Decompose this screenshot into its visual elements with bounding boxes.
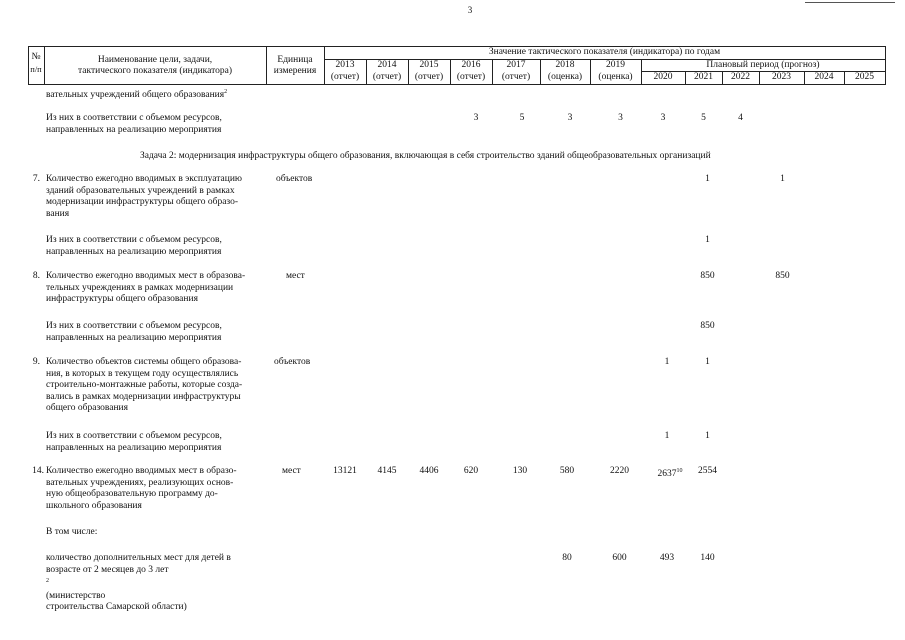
row-14-text: Количество ежегодно вводимых мест в образо- вательных учреждениях, реализующих основ- ную общеобразовательную программу до- школьного образования (46, 466, 237, 511)
header-num: № (31, 52, 41, 62)
row-sub-text: Из них в соответствии с объемом ресурсов, направленных на реализацию мероприятия (46, 113, 222, 135)
row-14-2019: 2220 (610, 466, 629, 476)
year-note-2013: (отчет) (330, 72, 360, 82)
header-plan-group: Плановый период (прогноз) (706, 60, 820, 70)
header-value-group: Значение тактического показателя (индикатора) по годам (488, 47, 721, 57)
row-8-unit: мест (286, 271, 305, 281)
row-7-sub-text: Из них в соответствии с объемом ресурсов, направленных на реализацию мероприятия (46, 235, 222, 257)
row-sub-2018: 3 (567, 113, 573, 123)
row-14-2016: 620 (463, 466, 479, 476)
row-14-2018: 580 (559, 466, 575, 476)
task-2-heading: Задача 2: модернизация инфраструктуры общего образования, включающая в себя строительство зданий общеобразовательных организаций (140, 151, 711, 161)
row-7-sub-2021: 1 (705, 235, 710, 245)
row-15-2021: 140 (700, 553, 715, 563)
header-unit: Единица (277, 55, 313, 65)
row-9-sub-text: Из них в соответствии с объемом ресурсов, направленных на реализацию мероприятия (46, 431, 222, 453)
year-2021: 2021 (694, 72, 713, 82)
header-name-2: тактического показателя (индикатора) (77, 66, 233, 76)
year-2019: 2019 (606, 60, 625, 70)
row-14-2014: 4145 (377, 466, 397, 476)
row-9-sub-2020: 1 (664, 431, 670, 441)
row-15-2019: 600 (612, 553, 627, 563)
row-7-2023: 1 (780, 174, 785, 184)
row-sub-2016: 3 (473, 113, 479, 123)
header-num-2: п/п (30, 64, 42, 74)
row-7-unit: объектов (276, 174, 313, 184)
year-note-2019: (оценка) (598, 72, 633, 82)
header-name: Наименование цели, задачи, (97, 55, 213, 65)
year-2016: 2016 (461, 60, 481, 70)
row-8-sub-text: Из них в соответствии с объемом ресурсов, направленных на реализацию мероприятия (46, 321, 222, 343)
row-8-text: Количество ежегодно вводимых мест в образова- тельных учреждениях в рамках модернизации инфраструктуры общего образования (46, 271, 246, 304)
row-14-unit: мест (282, 466, 301, 476)
row-8-number: 8. (32, 271, 40, 281)
year-2015: 2015 (419, 60, 439, 70)
year-note-2014: (отчет) (372, 72, 402, 82)
row-14-2015: 4406 (419, 466, 439, 476)
page-number: 3 (467, 5, 473, 15)
row-9-text: Количество объектов системы общего образова- ния, в которых в текущем году осуществлялись строительно-монтажные работы, которые созда- вались в рамках модернизации инфраструктуры общего образования (46, 357, 243, 413)
row-9-2021: 1 (705, 357, 710, 367)
row-9-sub-2021: 1 (705, 431, 710, 441)
year-2017: 2017 (506, 60, 526, 70)
row-sub-2021: 5 (701, 113, 706, 123)
year-note-2015: (отчет) (414, 72, 444, 82)
row-8-2023: 850 (775, 271, 790, 281)
year-note-2018: (оценка) (547, 72, 583, 82)
row-14-2020: 2637$^{10}$ (657, 468, 683, 480)
row-15-text: количество дополнительных мест для детей в возрасте от 2 месяцев до 3 лет $^2$ (министерство строительства Самарской области) (46, 553, 231, 613)
row-9-2020: 1 (664, 357, 670, 367)
row-sub-2017: 5 (519, 113, 525, 123)
year-2022: 2022 (731, 72, 750, 82)
including-label: В том числе: (46, 527, 98, 537)
row-sub-2022: 4 (738, 113, 743, 123)
row-sub-2020: 3 (660, 113, 666, 123)
row-14-2021: 2554 (698, 466, 717, 476)
row-15-2018: 80 (562, 553, 572, 563)
year-note-2016: (отчет) (456, 72, 486, 82)
row-7-text: Количество ежегодно вводимых в эксплуатацию зданий образовательных учреждений в рамках модернизации инфраструктуры общего образо- вания (46, 174, 243, 219)
row-14-2013: 13121 (333, 466, 357, 476)
row-14-number: 14. (32, 466, 44, 476)
year-2020: 2020 (653, 72, 673, 82)
year-2023: 2023 (772, 72, 791, 82)
header-unit-2: измерения (273, 66, 317, 76)
row-15-2020: 493 (659, 553, 675, 563)
year-2014: 2014 (377, 60, 397, 70)
year-2013: 2013 (335, 60, 355, 70)
continuation-text: вательных учреждений общего образования$^2$ (46, 89, 228, 101)
row-7-2021: 1 (705, 174, 710, 184)
row-7-number: 7. (32, 174, 40, 184)
row-8-2021: 850 (700, 271, 715, 281)
row-sub-2019: 3 (618, 113, 623, 123)
row-14-2017: 130 (512, 466, 528, 476)
year-2025: 2025 (855, 72, 874, 82)
year-note-2017: (отчет) (501, 72, 531, 82)
year-2024: 2024 (814, 72, 834, 82)
row-8-sub-2021: 850 (700, 321, 715, 331)
row-9-unit: объектов (274, 357, 311, 367)
row-9-number: 9. (32, 357, 40, 367)
year-2018: 2018 (555, 60, 575, 70)
